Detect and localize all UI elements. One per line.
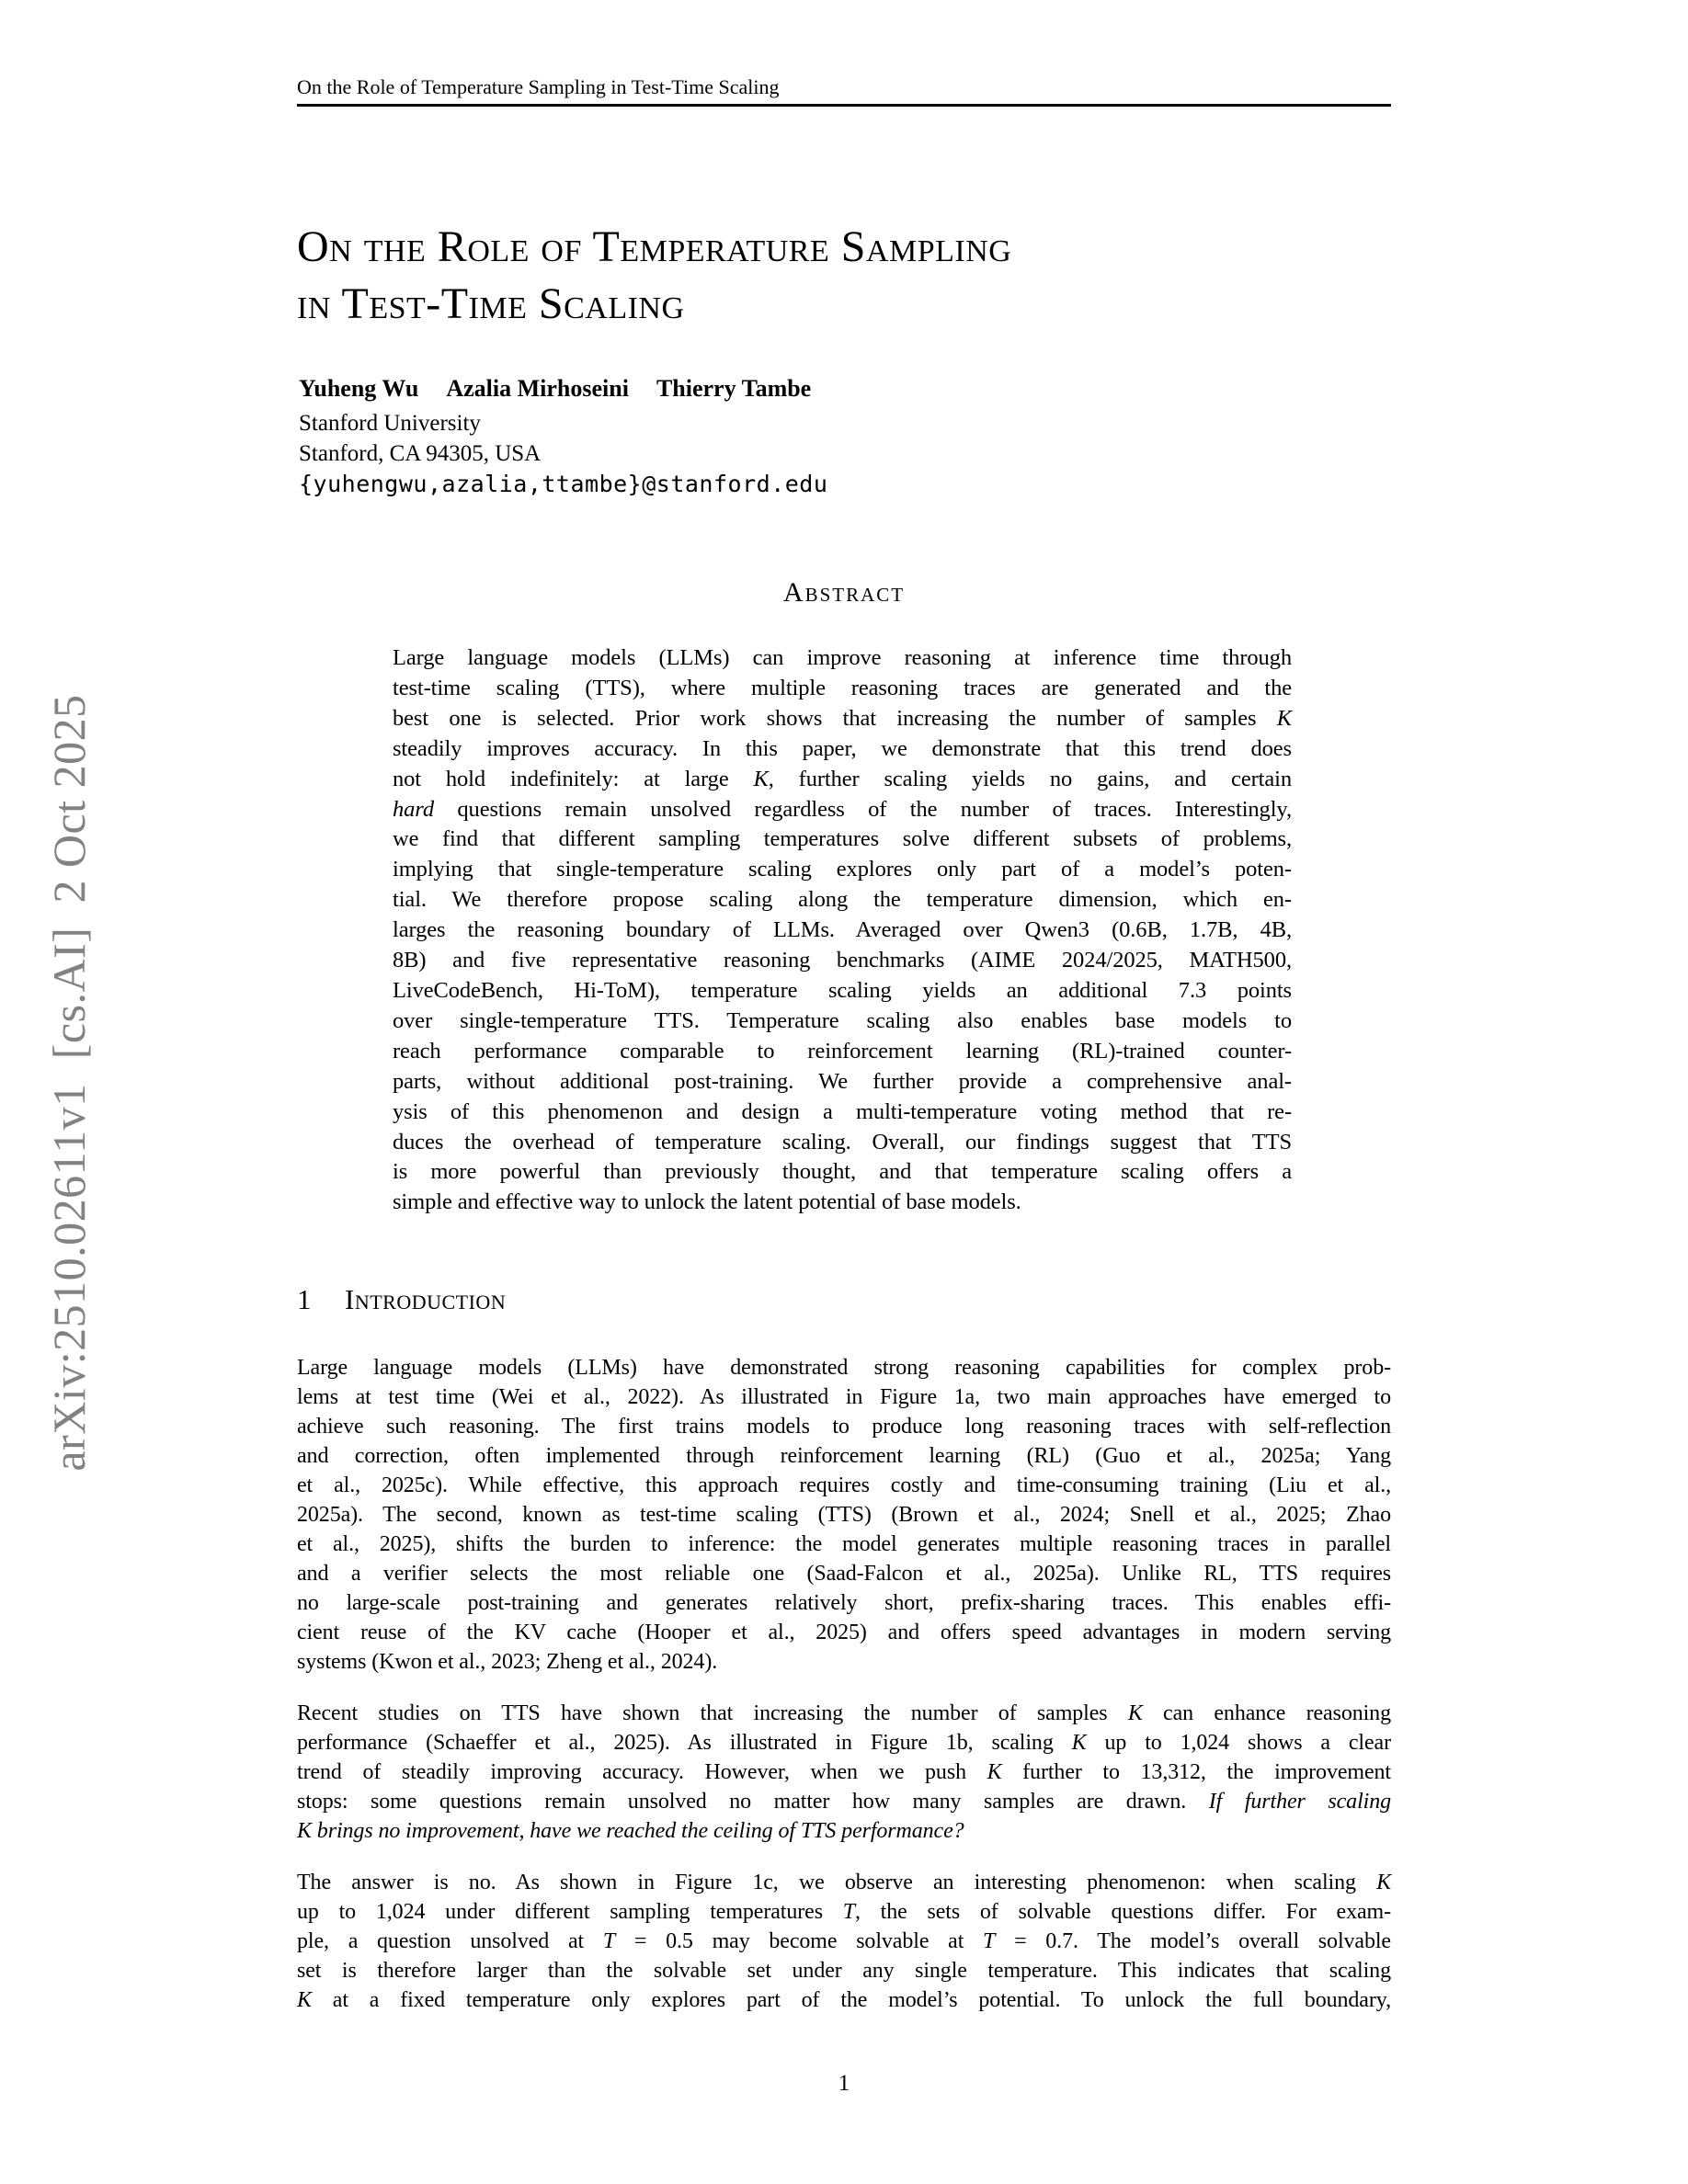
intro-paragraph-3: [297, 1868, 1391, 2015]
text-line: K brings no improvement, have we reached the ceiling of TTS performance?: [297, 1819, 964, 1843]
text-line: tial. We therefore propose scaling along the temperature dimension, which en-: [393, 887, 1292, 913]
abstract-text: [393, 643, 1292, 1218]
section-heading-introduction: [297, 1283, 506, 1316]
text-line: not hold indefinitely: at large K, further scaling yields no gains, and certain: [393, 766, 1292, 791]
text-line: over single-temperature TTS. Temperature scaling also enables base models to: [393, 1007, 1292, 1033]
text-line: and a verifier selects the most reliable one (Saad-Falcon et al., 2025a). Unlike RL, TTS requires: [297, 1562, 1391, 1586]
header-rule: [297, 104, 1391, 107]
text-line: 2025a). The second, known as test-time scaling (TTS) (Brown et al., 2024; Snell et al., 2025; Zhao: [297, 1503, 1391, 1527]
arxiv-watermark: arXiv:2510.02611v1 [cs.AI] 2 Oct 2025: [43, 694, 95, 1472]
running-head: On the Role of Temperature Sampling in Test-Time Scaling: [297, 75, 780, 98]
author-block: [299, 373, 838, 499]
text-line: achieve such reasoning. The first trains models to produce long reasoning traces with self-reflection: [297, 1415, 1391, 1439]
text-line: up to 1,024 under different sampling temperatures T, the sets of solvable questions differ. For exam-: [297, 1900, 1391, 1924]
author-name: Yuheng Wu: [299, 375, 419, 402]
text-line: test-time scaling (TTS), where multiple reasoning traces are generated and the: [393, 675, 1292, 700]
intro-paragraph-1: [297, 1353, 1391, 1677]
text-line: hard questions remain unsolved regardless of the number of traces. Interestingly,: [393, 796, 1292, 822]
title-line-1: On the Role of Temperature Sampling: [297, 222, 1012, 271]
text-line: Large language models (LLMs) can improve reasoning at inference time through: [393, 645, 1292, 670]
author-name: Thierry Tambe: [656, 375, 812, 402]
text-line: set is therefore larger than the solvable set under any single temperature. This indicates that scaling: [297, 1959, 1391, 1983]
address: Stanford, CA 94305, USA: [299, 441, 542, 466]
text-line: et al., 2025c). While effective, this approach requires costly and time-consuming training (Liu et al.,: [297, 1473, 1391, 1497]
text-line: K at a fixed temperature only explores part of the model’s potential. To unlock the full boundary,: [297, 1988, 1391, 2012]
text-line: et al., 2025), shifts the burden to inference: the model generates multiple reasoning traces in parallel: [297, 1532, 1391, 1556]
text-line: systems (Kwon et al., 2023; Zheng et al., 2024).: [297, 1650, 718, 1674]
text-line: cient reuse of the KV cache (Hooper et al., 2025) and offers speed advantages in modern serving: [297, 1621, 1391, 1644]
page-number: 1: [838, 2071, 850, 2096]
email: {yuhengwu,azalia,ttambe}@stanford.edu: [299, 471, 828, 497]
text-line: performance (Schaeffer et al., 2025). As illustrated in Figure 1b, scaling K up to 1,024 shows a clear: [297, 1731, 1391, 1755]
text-line: Recent studies on TTS have shown that increasing the number of samples K can enhance reasoning: [297, 1701, 1391, 1725]
intro-paragraph-2: [297, 1699, 1391, 1846]
text-line: simple and effective way to unlock the latent potential of base models.: [393, 1189, 1021, 1215]
text-line: stops: some questions remain unsolved no matter how many samples are drawn. If further scaling: [297, 1790, 1392, 1814]
text-line: lems at test time (Wei et al., 2022). As illustrated in Figure 1a, two main approaches have emerged to: [297, 1385, 1391, 1409]
text-line: no large-scale post-training and generates relatively short, prefix-sharing traces. This enables effi-: [297, 1591, 1391, 1615]
abstract-heading: Abstract: [782, 577, 906, 608]
author-name: Azalia Mirhoseini: [446, 375, 629, 402]
text-line: LiveCodeBench, Hi-ToM), temperature scaling yields an additional 7.3 points: [393, 977, 1292, 1003]
section-title: Introduction: [345, 1283, 507, 1315]
text-line: 8B) and five representative reasoning benchmarks (AIME 2024/2025, MATH500,: [393, 948, 1292, 973]
affiliation: Stanford University: [299, 411, 481, 436]
text-line: Large language models (LLMs) have demonstrated strong reasoning capabilities for complex prob-: [297, 1356, 1391, 1380]
author-names: [299, 373, 838, 404]
text-line: ysis of this phenomenon and design a multi-temperature voting method that re-: [393, 1098, 1292, 1124]
introduction-body: [297, 1353, 1391, 2015]
text-line: implying that single-temperature scaling explores only part of a model’s poten-: [393, 857, 1292, 882]
text-line: steadily improves accuracy. In this paper, we demonstrate that this trend does: [393, 735, 1292, 761]
text-line: is more powerful than previously thought, and that temperature scaling offers a: [393, 1159, 1292, 1185]
text-line: best one is selected. Prior work shows that increasing the number of samples K: [393, 705, 1292, 731]
text-line: trend of steadily improving accuracy. However, when we push K further to 13,312, the improvement: [297, 1760, 1391, 1784]
text-line: reach performance comparable to reinforcement learning (RL)-trained counter-: [393, 1038, 1292, 1064]
section-number: 1: [297, 1283, 312, 1315]
paper-title: [297, 219, 1011, 333]
title-line-2: in Test-Time Scaling: [297, 279, 685, 328]
text-line: we find that different sampling temperatures solve different subsets of problems,: [393, 826, 1292, 852]
text-line: larges the reasoning boundary of LLMs. Averaged over Qwen3 (0.6B, 1.7B, 4B,: [393, 917, 1292, 943]
text-line: parts, without additional post-training. We further provide a comprehensive anal-: [393, 1068, 1292, 1094]
text-line: and correction, often implemented through reinforcement learning (RL) (Guo et al., 2025a; Yang: [297, 1444, 1391, 1468]
text-line: The answer is no. As shown in Figure 1c, we observe an interesting phenomenon: when scaling K: [297, 1871, 1391, 1894]
text-line: ple, a question unsolved at T = 0.5 may become solvable at T = 0.7. The model’s overall solvable: [297, 1929, 1391, 1953]
text-line: duces the overhead of temperature scaling. Overall, our findings suggest that TTS: [393, 1129, 1292, 1155]
